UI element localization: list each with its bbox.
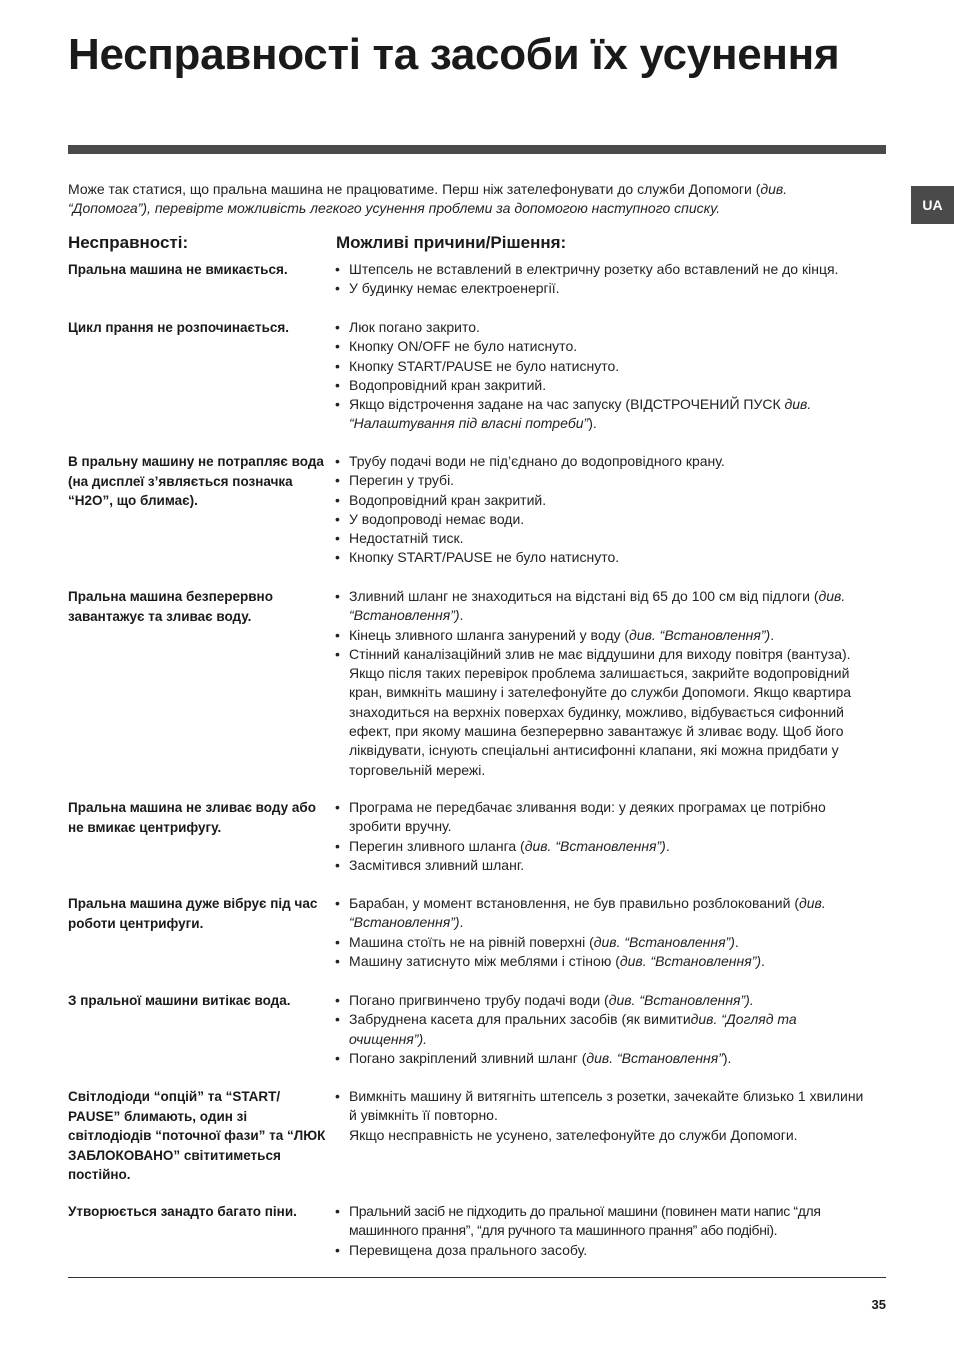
- cause-item: [334, 1087, 874, 1126]
- cause-text: У будинку немає електроенергії.: [349, 280, 560, 297]
- cause-item: [334, 491, 874, 510]
- cause-text-end: ).: [588, 415, 597, 432]
- cause-item: [334, 645, 874, 664]
- problem-text: Утворюється занадто багато піни.: [68, 1204, 297, 1219]
- intro-reference: див. “Допомога”), перевірте можливість легкого усунення проблеми за допомогою наступного списку.: [68, 181, 788, 216]
- cause-text: Програма не передбачає зливання води: у деяких програмах це потрібно зробити вручну.: [349, 799, 826, 835]
- cause-text-end: .: [761, 952, 765, 969]
- problem-text: Пральна машина не вмикається.: [68, 262, 288, 277]
- cause-text: Перегин зливного шланга (: [349, 837, 525, 854]
- cause-list: [334, 260, 874, 299]
- cause-item: [334, 357, 874, 376]
- cause-text: Водопровідний кран закритий.: [349, 376, 547, 393]
- cause-item: [334, 626, 874, 645]
- intro-text: Може так статися, що пральна машина не працюватиме. Перш ніж зателефонувати до служби Допомоги (: [68, 181, 761, 197]
- cause-text: Штепсель не вставлений в електричну розетку або вставлений не до кінця.: [349, 261, 839, 277]
- cause-text: У водопроводі немає води.: [349, 510, 525, 527]
- cause-list: [334, 452, 874, 568]
- cause-item: [334, 1241, 874, 1260]
- cause-item: [334, 798, 874, 837]
- causes-column-header: Можливі причини/Рішення:: [336, 233, 567, 252]
- cause-item: [334, 548, 874, 567]
- cause-item: [334, 318, 874, 337]
- cause-item: [334, 837, 874, 856]
- cause-text: Недостатній тиск.: [349, 530, 464, 547]
- cause-list: [334, 991, 874, 1068]
- cause-item: [334, 510, 874, 529]
- language-tab: UA: [911, 186, 954, 224]
- cause-item: [334, 1049, 874, 1068]
- cause-text: Кнопку START/PAUSE не було натиснуто.: [349, 549, 620, 566]
- cause-text: Погано пригвинчено трубу подачі води (: [349, 992, 609, 1008]
- problem-text: В пральну машину не потрапляє вода (на дисплеї з’являється позначка “H2O”, що блимає).: [68, 454, 324, 508]
- cause-item: [334, 1010, 874, 1049]
- cause-item: [334, 452, 874, 471]
- problem-text: Світлодіоди “опцій” та “START/ PAUSE” блимають, один зі світлодіодів “поточної фази” та “ЛЮК ЗАБЛОКОВАНО” світитиметься постійно.: [68, 1089, 326, 1182]
- cause-text: Забруднена касета для пральних засобів (як вимити: [349, 1011, 691, 1028]
- cause-item: [334, 260, 874, 279]
- cause-reference: див. “Встановлення”): [349, 588, 846, 624]
- cause-reference: див. “Догляд та очищення”).: [349, 1011, 797, 1047]
- cause-text-end: ).: [722, 1049, 732, 1066]
- cause-item: [334, 1202, 874, 1241]
- cause-list: [334, 894, 874, 971]
- cause-item: [334, 664, 874, 780]
- cause-item: [334, 991, 874, 1010]
- problem-text: Цикл прання не розпочинається.: [68, 320, 290, 335]
- cause-text: Трубу подачі води не під’єднано до водопровідного крану.: [349, 453, 725, 469]
- title-divider: [68, 145, 886, 154]
- cause-reference: див. “Встановлення”).: [608, 992, 754, 1008]
- cause-item: [334, 1126, 874, 1145]
- page-number: 35: [871, 1297, 886, 1312]
- cause-reference: див. “Встановлення”): [593, 933, 735, 950]
- cause-text-end: .: [459, 607, 464, 624]
- cause-text: Кнопку ON/OFF не було натиснуто.: [349, 338, 578, 355]
- cause-item: [334, 529, 874, 548]
- cause-item: [334, 337, 874, 356]
- cause-text: Погано закріплений зливний шланг (: [349, 1049, 587, 1066]
- cause-text: Перевищена доза прального засобу.: [349, 1241, 588, 1258]
- footer-divider: [68, 1277, 886, 1278]
- cause-text: Перегин у трубі.: [349, 472, 455, 489]
- cause-item: [334, 856, 874, 875]
- cause-reference: див. “Встановлення”): [629, 626, 771, 643]
- cause-item: [334, 376, 874, 395]
- cause-item: [334, 952, 874, 971]
- cause-reference: див. “Встановлення”): [619, 952, 762, 969]
- cause-item: [334, 933, 874, 952]
- problem-text: Пральна машина не зливає воду або не вмикає центрифугу.: [68, 800, 316, 835]
- cause-list: [334, 1087, 874, 1145]
- cause-text: Засмітився зливний шланг.: [349, 856, 525, 873]
- cause-item: [334, 587, 874, 626]
- cause-text: Зливний шланг не знаходиться на відстані від 65 до 100 см від підлоги (: [349, 588, 819, 604]
- page-title: Несправності та засоби їх усунення: [68, 30, 840, 79]
- problem-text: Пральна машина безперервно завантажує та зливає воду.: [68, 589, 273, 624]
- cause-item: [334, 471, 874, 490]
- cause-text-end: .: [459, 914, 464, 931]
- cause-text: Кнопку START/PAUSE не було натиснуто.: [349, 357, 620, 374]
- cause-text: Стінний каналізаційний злив не має віддушини для виходу повітря (вантуза).: [349, 645, 851, 662]
- cause-text: Машина стоїть не на рівній поверхні (: [349, 933, 594, 950]
- problem-text: Пральна машина дуже вібрує під час роботи центрифуги.: [68, 896, 318, 931]
- cause-item: [334, 279, 874, 298]
- cause-text: Машину затиснуто між меблями і стіною (: [349, 952, 620, 969]
- cause-reference: див. “Встановлення”): [524, 837, 666, 854]
- cause-text-end: .: [734, 933, 739, 950]
- cause-text: Вимкніть машину й витягніть штепсель з розетки, зачекайте близько 1 хвилини й увімкніть її повторно.: [349, 1088, 864, 1124]
- cause-text-end: .: [770, 626, 775, 643]
- cause-text: Водопровідний кран закритий.: [349, 491, 547, 508]
- cause-text: Якщо після таких перевірок проблема залишається, закрийте водопровідний кран, вимкніть машину і зателефонуйте до служби Допомоги. Якщо квартира знаходиться на верхніх поверхах будинку, можливо, відбувається сифонний ефект, при якому машина безперервно завантажує й зливає воду. Щоб його ліквідувати, існують спеціальні антисифонні клапани, які можна придбати у торговельній мережі.: [349, 665, 852, 778]
- cause-reference: див. “Встановлення”): [349, 895, 826, 931]
- cause-reference: див. “Налаштування під власні потреби”: [349, 396, 812, 432]
- cause-item: [334, 395, 874, 434]
- cause-text: Пральний засіб не підходить до пральної машини (повинен мати напис “для машинного прання”, “для ручного та машинного прання” або подібні).: [349, 1203, 821, 1239]
- cause-text: Якщо несправність не усунено, зателефонуйте до служби Допомоги.: [349, 1126, 798, 1143]
- problem-text: З пральної машини витікає вода.: [68, 993, 291, 1008]
- cause-reference: див. “Встановлення”: [586, 1049, 723, 1066]
- cause-list: [334, 318, 874, 434]
- cause-item: [334, 894, 874, 933]
- cause-list: [334, 1202, 874, 1260]
- cause-list: [334, 587, 874, 780]
- cause-text: Барабан, у момент встановлення, не був правильно розблокований (: [349, 895, 799, 911]
- cause-text: Кінець зливного шланга занурений у воду (: [349, 626, 630, 643]
- problems-column-header: Несправності:: [68, 233, 189, 252]
- cause-list: [334, 798, 874, 875]
- intro-paragraph: [68, 180, 868, 218]
- cause-text-end: .: [665, 837, 670, 854]
- cause-text: Якщо відстрочення задане на час запуску (ВІДСТРОЧЕНИЙ ПУСК: [349, 396, 785, 413]
- cause-text: Люк погано закрито.: [349, 319, 480, 335]
